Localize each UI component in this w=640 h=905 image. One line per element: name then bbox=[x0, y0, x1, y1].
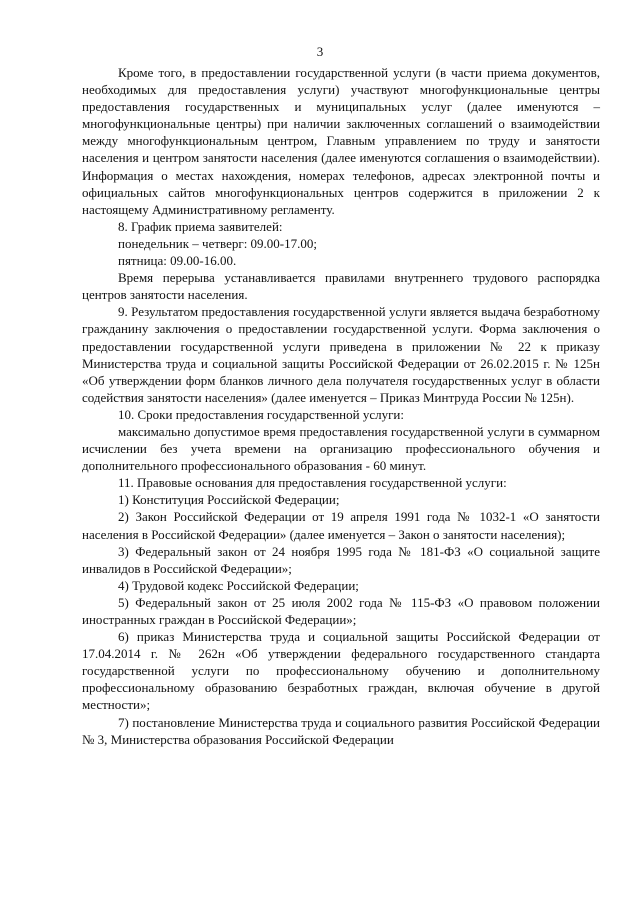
paragraph-max-time: максимально допустимое время предоставления государственной услуги в суммарном исчислении без учета времени на организацию профессионального обучения и дополнительного профессионального образования - 60 минут. bbox=[82, 423, 600, 474]
paragraph-schedule-fri: пятница: 09.00-16.00. bbox=[118, 253, 237, 269]
paragraph-mfc-participation: Кроме того, в предоставлении государственной услуги (в части приема документов, необходимых для предоставления услуги) участвуют многофункциональные центры предоставления государственных и муниципальных услуг (далее именуются – многофункциональные центры) при наличии заключенных соглашений о взаимодействии между многофункциональным центром, Главным управлением по труду и занятости населения и центром занятости населения (далее именуются соглашения о взаимодействии). Информация о местах нахождения, номерах телефонов, адресах электронной почты и официальных сайтов многофункциональных центров содержится в приложении 2 к настоящему Административному регламенту. bbox=[82, 65, 600, 217]
page-number: 3 bbox=[316, 44, 324, 59]
paragraph-item-10-heading: 10. Сроки предоставления государственной услуги: bbox=[118, 406, 404, 422]
document-body bbox=[82, 64, 600, 748]
paragraph-legal-7: 7) постановление Министерства труда и социального развития Российской Федерации № 3, Министерства образования Российской Федерации bbox=[82, 714, 600, 747]
paragraph-item-8-heading: 8. График приема заявителей: bbox=[118, 218, 283, 234]
paragraph-legal-2: 2) Закон Российской Федерации от 19 апреля 1991 года № 1032-1 «О занятости населения в Российской Федерации» (далее именуется – Закон о занятости населения); bbox=[82, 509, 600, 542]
paragraph-break-time: Время перерыва устанавливается правилами внутреннего трудового распорядка центров занятости населения. bbox=[82, 270, 600, 303]
paragraph-schedule-mon-thu: понедельник – четверг: 09.00-17.00; bbox=[118, 235, 317, 251]
paragraph-legal-6: 6) приказ Министерства труда и социальной защиты Российской Федерации от 17.04.2014 г. № 262н «Об утверждении федерального государственного стандарта государственной услуги по профессиональному обучению и дополнительному профессиональному образованию безработных граждан, включая обучение в другой местности»; bbox=[82, 629, 600, 713]
paragraph-legal-3: 3) Федеральный закон от 24 ноября 1995 года № 181-ФЗ «О социальной защите инвалидов в Российской Федерации»; bbox=[82, 543, 600, 576]
paragraph-item-11-heading: 11. Правовые основания для предоставления государственной услуги: bbox=[118, 475, 507, 491]
paragraph-legal-5: 5) Федеральный закон от 25 июля 2002 года № 115-ФЗ «О правовом положении иностранных граждан в Российской Федерации»; bbox=[82, 594, 600, 627]
paragraph-item-9-result: 9. Результатом предоставления государственной услуги является выдача безработному гражданину заключения о предоставлении государственной услуги. Форма заключения о предоставлении государственной услуги приведена в приложении № 22 к приказу Министерства труда и социальной защиты Российской Федерации от 26.02.2015 г. № 125н «Об утверждении форм бланков личного дела получателя государственных услуг в области содействия занятости населения» (далее именуется – Приказ Минтруда России № 125н). bbox=[82, 304, 600, 405]
paragraph-legal-4: 4) Трудовой кодекс Российской Федерации; bbox=[118, 577, 359, 593]
paragraph-legal-1: 1) Конституция Российской Федерации; bbox=[118, 492, 340, 508]
